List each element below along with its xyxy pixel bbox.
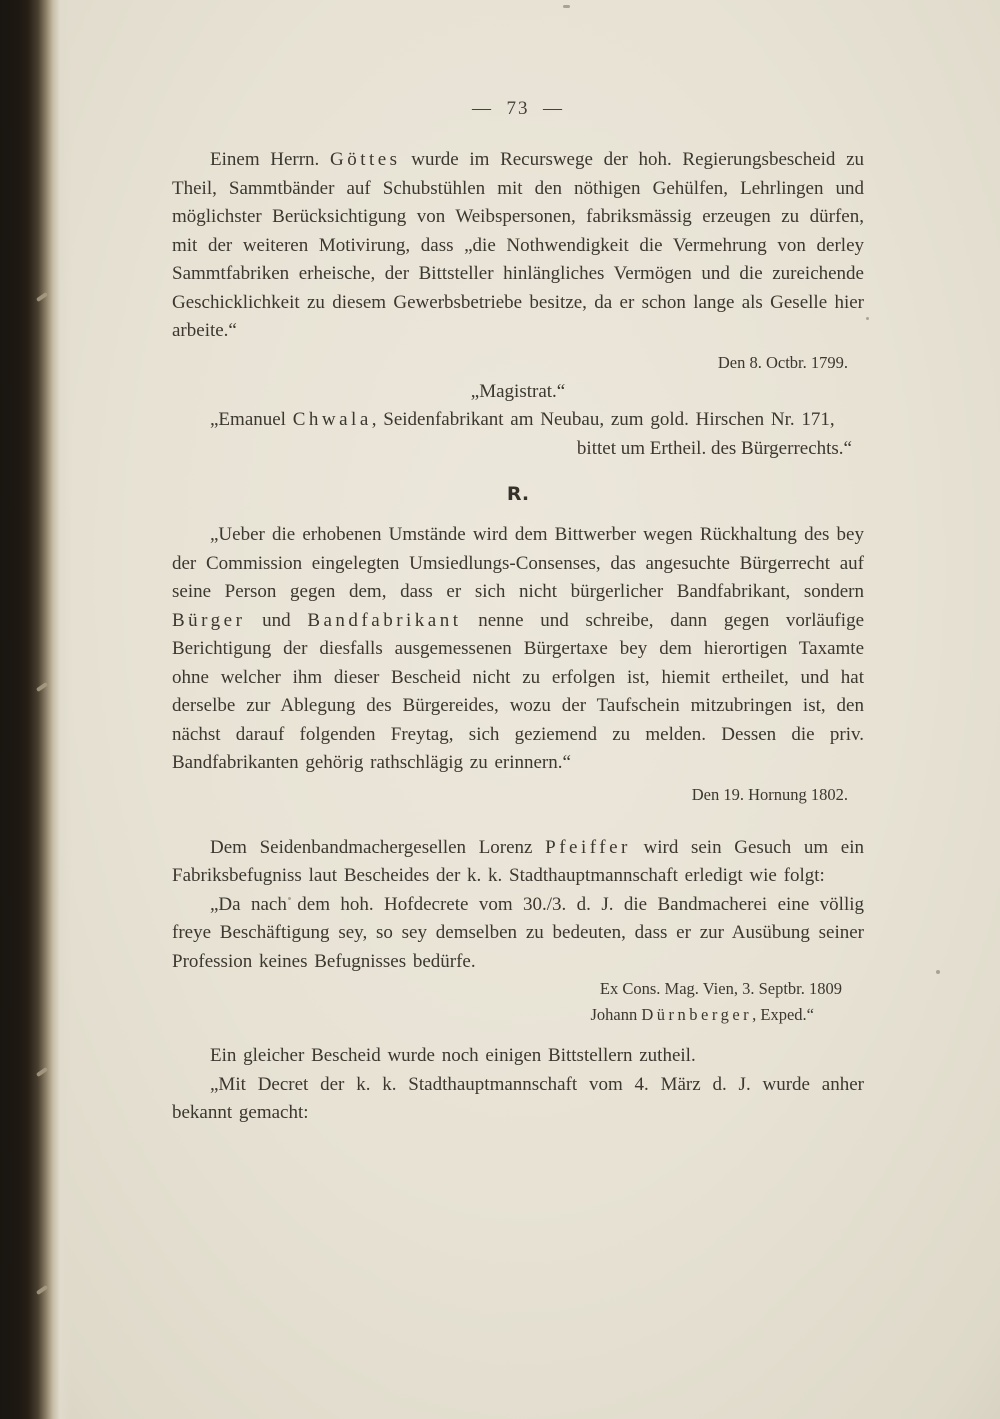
text-run: „Da nach dem hoh. Hofdecrete vom 30./3. d. J. die Bandmacherei eine völlig freye Beschäftigung sey, so sey demselben zu bedeuten, dass er zur Ausübung seiner Profession keines Befugnisses bedürfe.	[172, 893, 864, 972]
body-paragraph	[172, 1042, 864, 1071]
text-run: wurde im Recurswege der hoh. Regierungsbescheid zu Theil, Sammtbänder auf Schubstühlen mit den nöthigen Gehülfen, Lehrlingen und möglichster Berücksichtigung von Weibspersonen, fabriksmässig erzeugen zu dürfen, mit der weiteren Motivirung, dass „die Nothwendigkeit die Vermehrung von derley Sammtfabriken erheische, der Bittsteller hinlängliches Vermögen und die zureichende Geschicklichkeit zu diesem Gewerbsbetriebe besitze, da er schon lange als Geselle hier arbeite.“	[172, 149, 865, 341]
text-run: Johann	[590, 1005, 642, 1024]
emphasized-word: Pfeiffer	[545, 836, 631, 858]
text-run: Den 19. Hornung 1802.	[691, 784, 848, 804]
text-run: Ex Cons. Mag. Vien, 3. Septbr. 1809	[599, 979, 842, 998]
right-aligned-line	[172, 435, 864, 464]
page-number: — 73 —	[472, 98, 564, 119]
text-section	[172, 1042, 864, 1128]
date-line	[172, 782, 864, 808]
emphasized-word: Göttes	[329, 149, 401, 170]
paper-speck	[936, 970, 940, 974]
paper-speck	[563, 5, 570, 8]
text-run: , Seidenfabrikant am Neubau, zum gold. Hirschen Nr. 171,	[371, 409, 835, 430]
text-run: „Emanuel	[210, 409, 293, 430]
body-paragraph	[172, 406, 864, 435]
page-content	[172, 98, 864, 1128]
book-binding-shadow	[0, 0, 72, 1419]
paper-speck	[866, 317, 869, 320]
text-run: und	[245, 609, 308, 631]
text-body	[172, 146, 864, 1128]
text-run: Einem Herrn.	[210, 149, 330, 170]
centered-line	[172, 378, 864, 407]
section-heading	[172, 483, 864, 505]
emphasized-word: Chwala	[292, 409, 372, 430]
body-paragraph	[172, 146, 864, 346]
text-run: R.	[506, 483, 530, 505]
text-run: bittet um Ertheil. des Bürgerrechts.“	[576, 437, 852, 459]
text-run: Ein gleicher Bescheid wurde noch einigen Bittstellern zutheil.	[210, 1045, 696, 1066]
text-run: „Magistrat.“	[470, 380, 566, 402]
text-section	[172, 483, 864, 808]
body-paragraph	[172, 1071, 864, 1128]
signature-line	[172, 1002, 864, 1028]
text-run: Dem Seidenbandmachergesellen Lorenz	[210, 836, 546, 858]
text-run: , Exped.“	[752, 1005, 814, 1024]
emphasized-word: Dürnberger	[641, 1005, 753, 1024]
text-section	[172, 834, 864, 1029]
signature-line	[172, 976, 864, 1002]
text-run: nenne und schreibe, dann gegen vorläufige Berichtigung der diesfalls ausgemessenen Bürgertaxe bey dem hierortigen Taxamte ohne welcher ihm dieser Bescheid nicht zu erfolgen ist, hiemit ertheilet, und hat derselbe zur Ablegung des Bürgereides, wozu der Taufschein mitzubringen ist, den nächst darauf folgenden Freytag, sich geziemend zu melden. Dessen die priv. Bandfabrikanten gehörig rathschlägig zu erinnern.“	[172, 609, 865, 773]
emphasized-word: Bandfabrikant	[307, 609, 462, 631]
text-run: wird sein Gesuch um ein Fabriksbefugniss laut Bescheides der k. k. Stadthauptmannschaft erledigt wie folgt:	[172, 836, 865, 886]
date-line	[172, 350, 864, 376]
text-run: „Mit Decret der k. k. Stadthauptmannschaft vom 4. März d. J. wurde anher bekannt gemacht:	[172, 1073, 864, 1123]
emphasized-word: Bürger	[172, 609, 246, 631]
body-paragraph	[172, 891, 864, 977]
text-run: Den 8. Octbr. 1799.	[717, 352, 848, 372]
text-run: „Ueber die erhobenen Umstände wird dem Bittwerber wegen Rückhaltung des bey der Commission eingelegten Umsiedlungs-Consenses, das angesuchte Bürgerrecht auf seine Person gegen dem, dass er sich nicht bürgerlicher Bandfabrikant, sondern	[172, 524, 864, 602]
body-paragraph	[172, 834, 864, 891]
body-paragraph	[172, 521, 864, 778]
text-section	[172, 146, 864, 463]
